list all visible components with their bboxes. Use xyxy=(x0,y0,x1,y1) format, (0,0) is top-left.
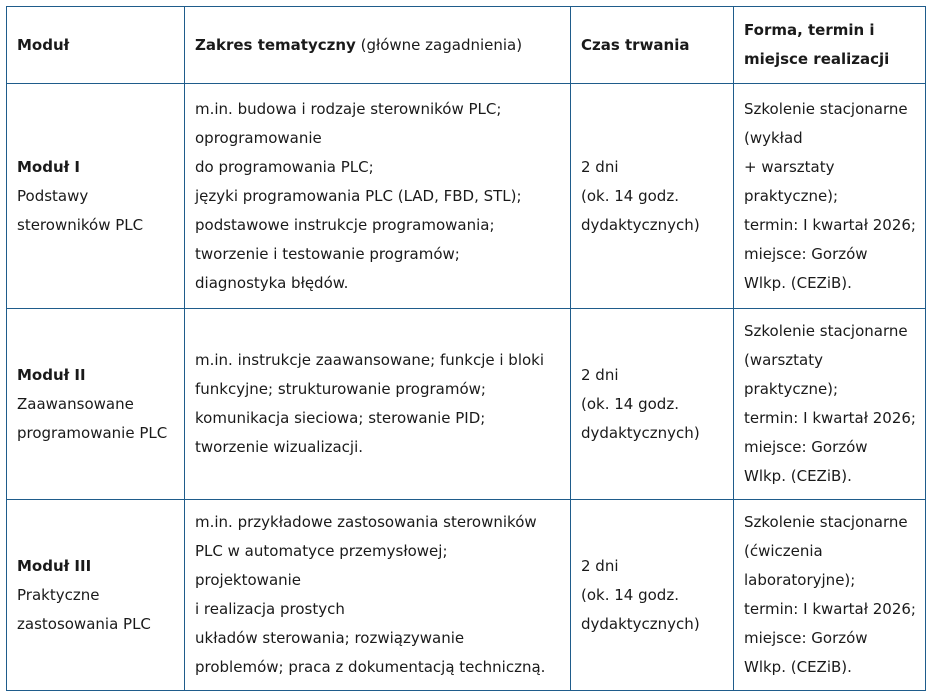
header-row xyxy=(7,7,926,84)
duration-cell: 2 dni (ok. 14 godz. dydaktycznych) xyxy=(571,84,734,309)
scope-cell: m.in. budowa i rodzaje sterowników PLC; oprogramowanie do programowania PLC; języki programowania PLC (LAD, FBD, STL); podstawowe instrukcje programowania; tworzenie i testowanie programów; diagnostyka błędów. xyxy=(185,84,571,309)
module-title: Moduł II xyxy=(17,365,86,384)
module-cell: Moduł II Zaawansowane programowanie PLC xyxy=(7,309,185,500)
module-title: Moduł III xyxy=(17,556,92,575)
table-row-module-1 xyxy=(7,84,926,309)
header-module: Moduł xyxy=(7,7,185,84)
duration-cell: 2 dni (ok. 14 godz. dydaktycznych) xyxy=(571,500,734,691)
scope-cell: m.in. instrukcje zaawansowane; funkcje i bloki funkcyjne; strukturowanie programów; komunikacja sieciowa; sterowanie PID; tworzenie wizualizacji. xyxy=(185,309,571,500)
modules-table xyxy=(6,6,926,691)
header-scope-bold: Zakres tematyczny xyxy=(195,35,356,54)
module-cell: Moduł III Praktyczne zastosowania PLC xyxy=(7,500,185,691)
header-duration: Czas trwania xyxy=(571,7,734,84)
header-scope-rest: (główne zagadnienia) xyxy=(355,35,523,54)
header-scope xyxy=(185,7,571,84)
scope-cell: m.in. przykładowe zastosowania sterowników PLC w automatyce przemysłowej; projektowanie i realizacja prostych układów sterowania; rozwiązywanie problemów; praca z dokumentacją techniczną. xyxy=(185,500,571,691)
table-row-module-3 xyxy=(7,500,926,691)
module-title: Moduł I xyxy=(17,157,81,176)
form-cell: Szkolenie stacjonarne (warsztaty praktyczne); termin: I kwartał 2026; miejsce: Gorzów Wlkp. (CEZiB). xyxy=(734,309,926,500)
module-cell: Moduł I Podstawy sterowników PLC xyxy=(7,84,185,309)
form-cell: Szkolenie stacjonarne (ćwiczenia laboratoryjne); termin: I kwartał 2026; miejsce: Gorzów Wlkp. (CEZiB). xyxy=(734,500,926,691)
duration-cell: 2 dni (ok. 14 godz. dydaktycznych) xyxy=(571,309,734,500)
header-form: Forma, termin i miejsce realizacji xyxy=(734,7,926,84)
table-row-module-2 xyxy=(7,309,926,500)
form-cell: Szkolenie stacjonarne (wykład + warsztaty praktyczne); termin: I kwartał 2026; miejsce: Gorzów Wlkp. (CEZiB). xyxy=(734,84,926,309)
